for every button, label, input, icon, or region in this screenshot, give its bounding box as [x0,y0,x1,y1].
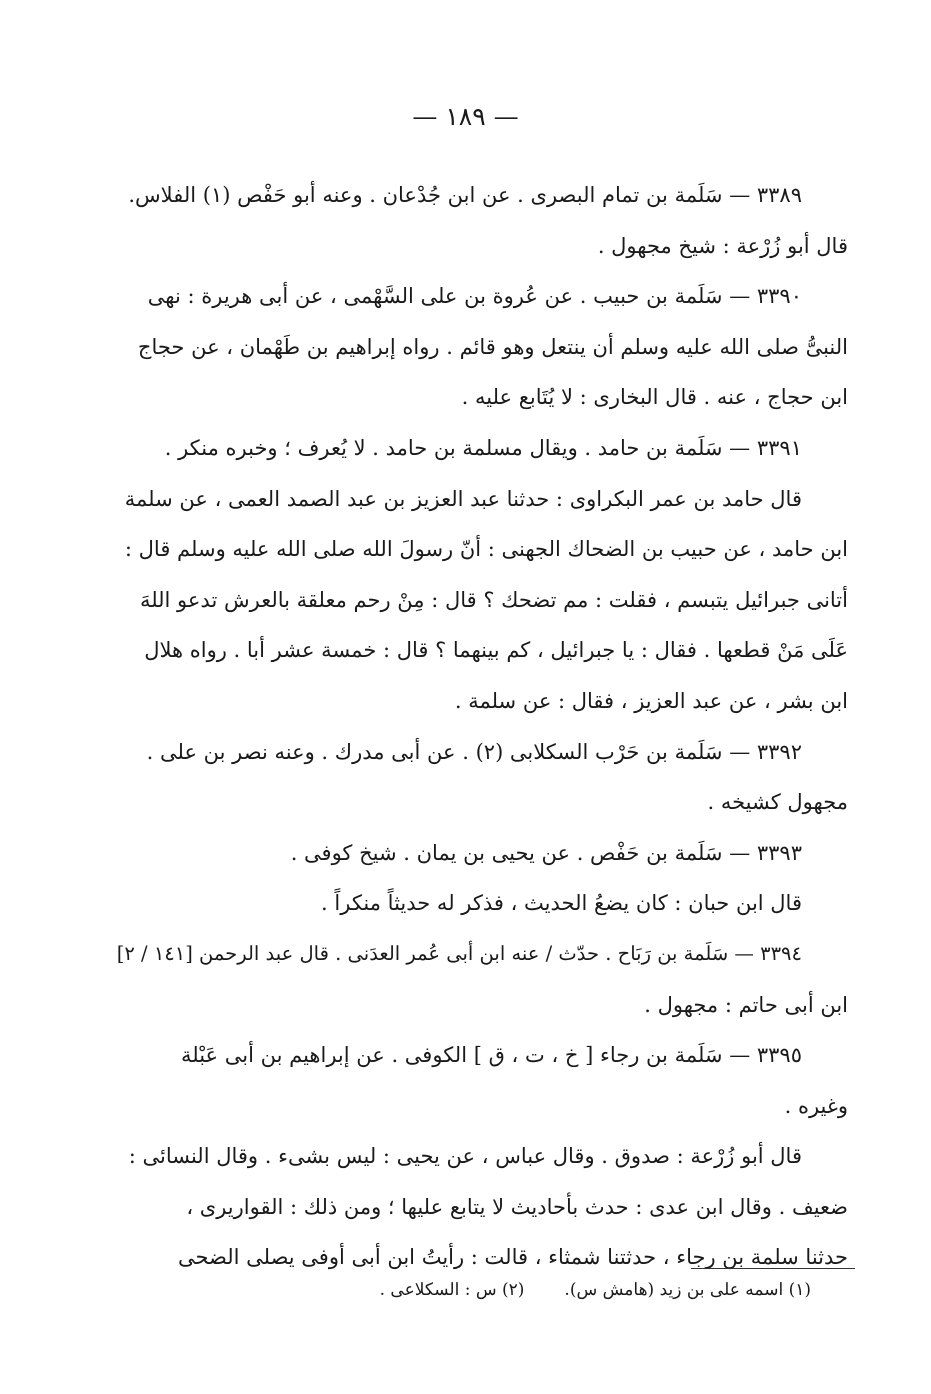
entry-3393-line-1: ٣٣٩٣ — سَلَمة بن حَفْص . عن يحيى بن يمان . شيخ كوفى . [290,840,802,865]
footnote-1: (١) اسمه على بن زيد (هامش س). [564,1280,811,1300]
entry-3394-line-2: ابن أبى حاتم : مجهول . [644,992,848,1017]
page-number: — ١٨٩ — [412,102,519,131]
entry-3389-line-2: قال أبو زُرْعة : شيخ مجهول . [597,233,848,258]
entry-3391-line-1: ٣٣٩١ — سَلَمة بن حامد . ويقال مسلمة بن حامد . لا يُعرف ؛ وخبره منكر . [164,435,802,460]
entry-3394-line-1: ٣٣٩٤ — سَلَمة بن رَبَاح . حدّث / عنه ابن أبى عُمر العدَنى . قال عبد الرحمن [١٤١ / ٢] [116,941,802,965]
entry-3391-line-6: ابن بشر ، عن عبد العزيز ، فقال : عن سلمة . [454,688,848,713]
body-text [108,170,848,1283]
entry-3395-line-5: حدثنا سلمة بن رجاء ، حدثتنا شمثاء ، قالت : رأيتُ ابن أبى أوفى يصلى الضحى [177,1245,848,1270]
entry-3391-line-3: ابن حامد ، عن حبيب بن الضحاك الجهنى : أنّ رسولَ الله صلى الله عليه وسلم قال : [124,537,848,562]
entry-3391-line-2: قال حامد بن عمر البكراوى : حدثنا عبد العزيز بن عبد الصمد العمى ، عن سلمة [124,486,802,511]
entry-3389-line-1: ٣٣٨٩ — سَلَمة بن تمام البصرى . عن ابن جُدْعان . وعنه أبو حَفْص (١) الفلاس. [128,183,802,207]
entry-3390-line-1: ٣٣٩٠ — سَلَمة بن حبيب . عن عُروة بن على السَّهْمى ، عن أبى هريرة : نهى [147,284,802,309]
entry-3391-line-4: أتانى جبرائيل يتبسم ، فقلت : مم تضحك ؟ قال : مِنْ رحم معلقة بالعرش تدعو اللهَ [139,587,848,612]
entry-3395-line-3: قال أبو زُرْعة : صدوق . وقال عباس ، عن يحيى : ليس بشىء . وقال النسائى : [128,1144,802,1169]
entry-3392-line-2: مجهول كشيخه . [707,790,848,815]
footnote-separator [691,1268,855,1269]
entry-3390-line-2: النبىُّ صلى الله عليه وسلم أن ينتعل وهو قائم . رواه إبراهيم بن طَهْمان ، عن حجاج [137,334,848,359]
entry-3395-line-4: ضعيف . وقال ابن عدى : حدث بأحاديث لا يتابع عليها ؛ ومن ذلك : القواريرى ، [186,1194,848,1219]
entry-3393-line-2: قال ابن حبان : كان يضعُ الحديث ، فذكر له حديثاً منكراً . [321,891,802,916]
entry-3395-line-2: وغيره . [784,1093,848,1118]
entry-3395-line-1: ٣٣٩٥ — سَلَمة بن رجاء [ خ ، ت ، ق ] الكوفى . عن إبراهيم بن أبى عَبْلة [180,1043,802,1068]
entry-3390-line-3: ابن حجاج ، عنه . قال البخارى : لا يُتَابع عليه . [461,385,848,410]
entry-3391-line-5: عَلَى مَنْ قطعها . فقال : يا جبرائيل ، كم بينهما ؟ قال : خمسة عشر أبا . رواه هلال [144,638,848,663]
footnotes [340,1280,811,1300]
footnote-2: (٢) س : السكلاعى . [379,1280,525,1300]
entry-3392-line-1: ٣٣٩٢ — سَلَمة بن حَرْب السكلابى (٢) . عن أبى مدرك . وعنه نصر بن على . [146,739,802,764]
